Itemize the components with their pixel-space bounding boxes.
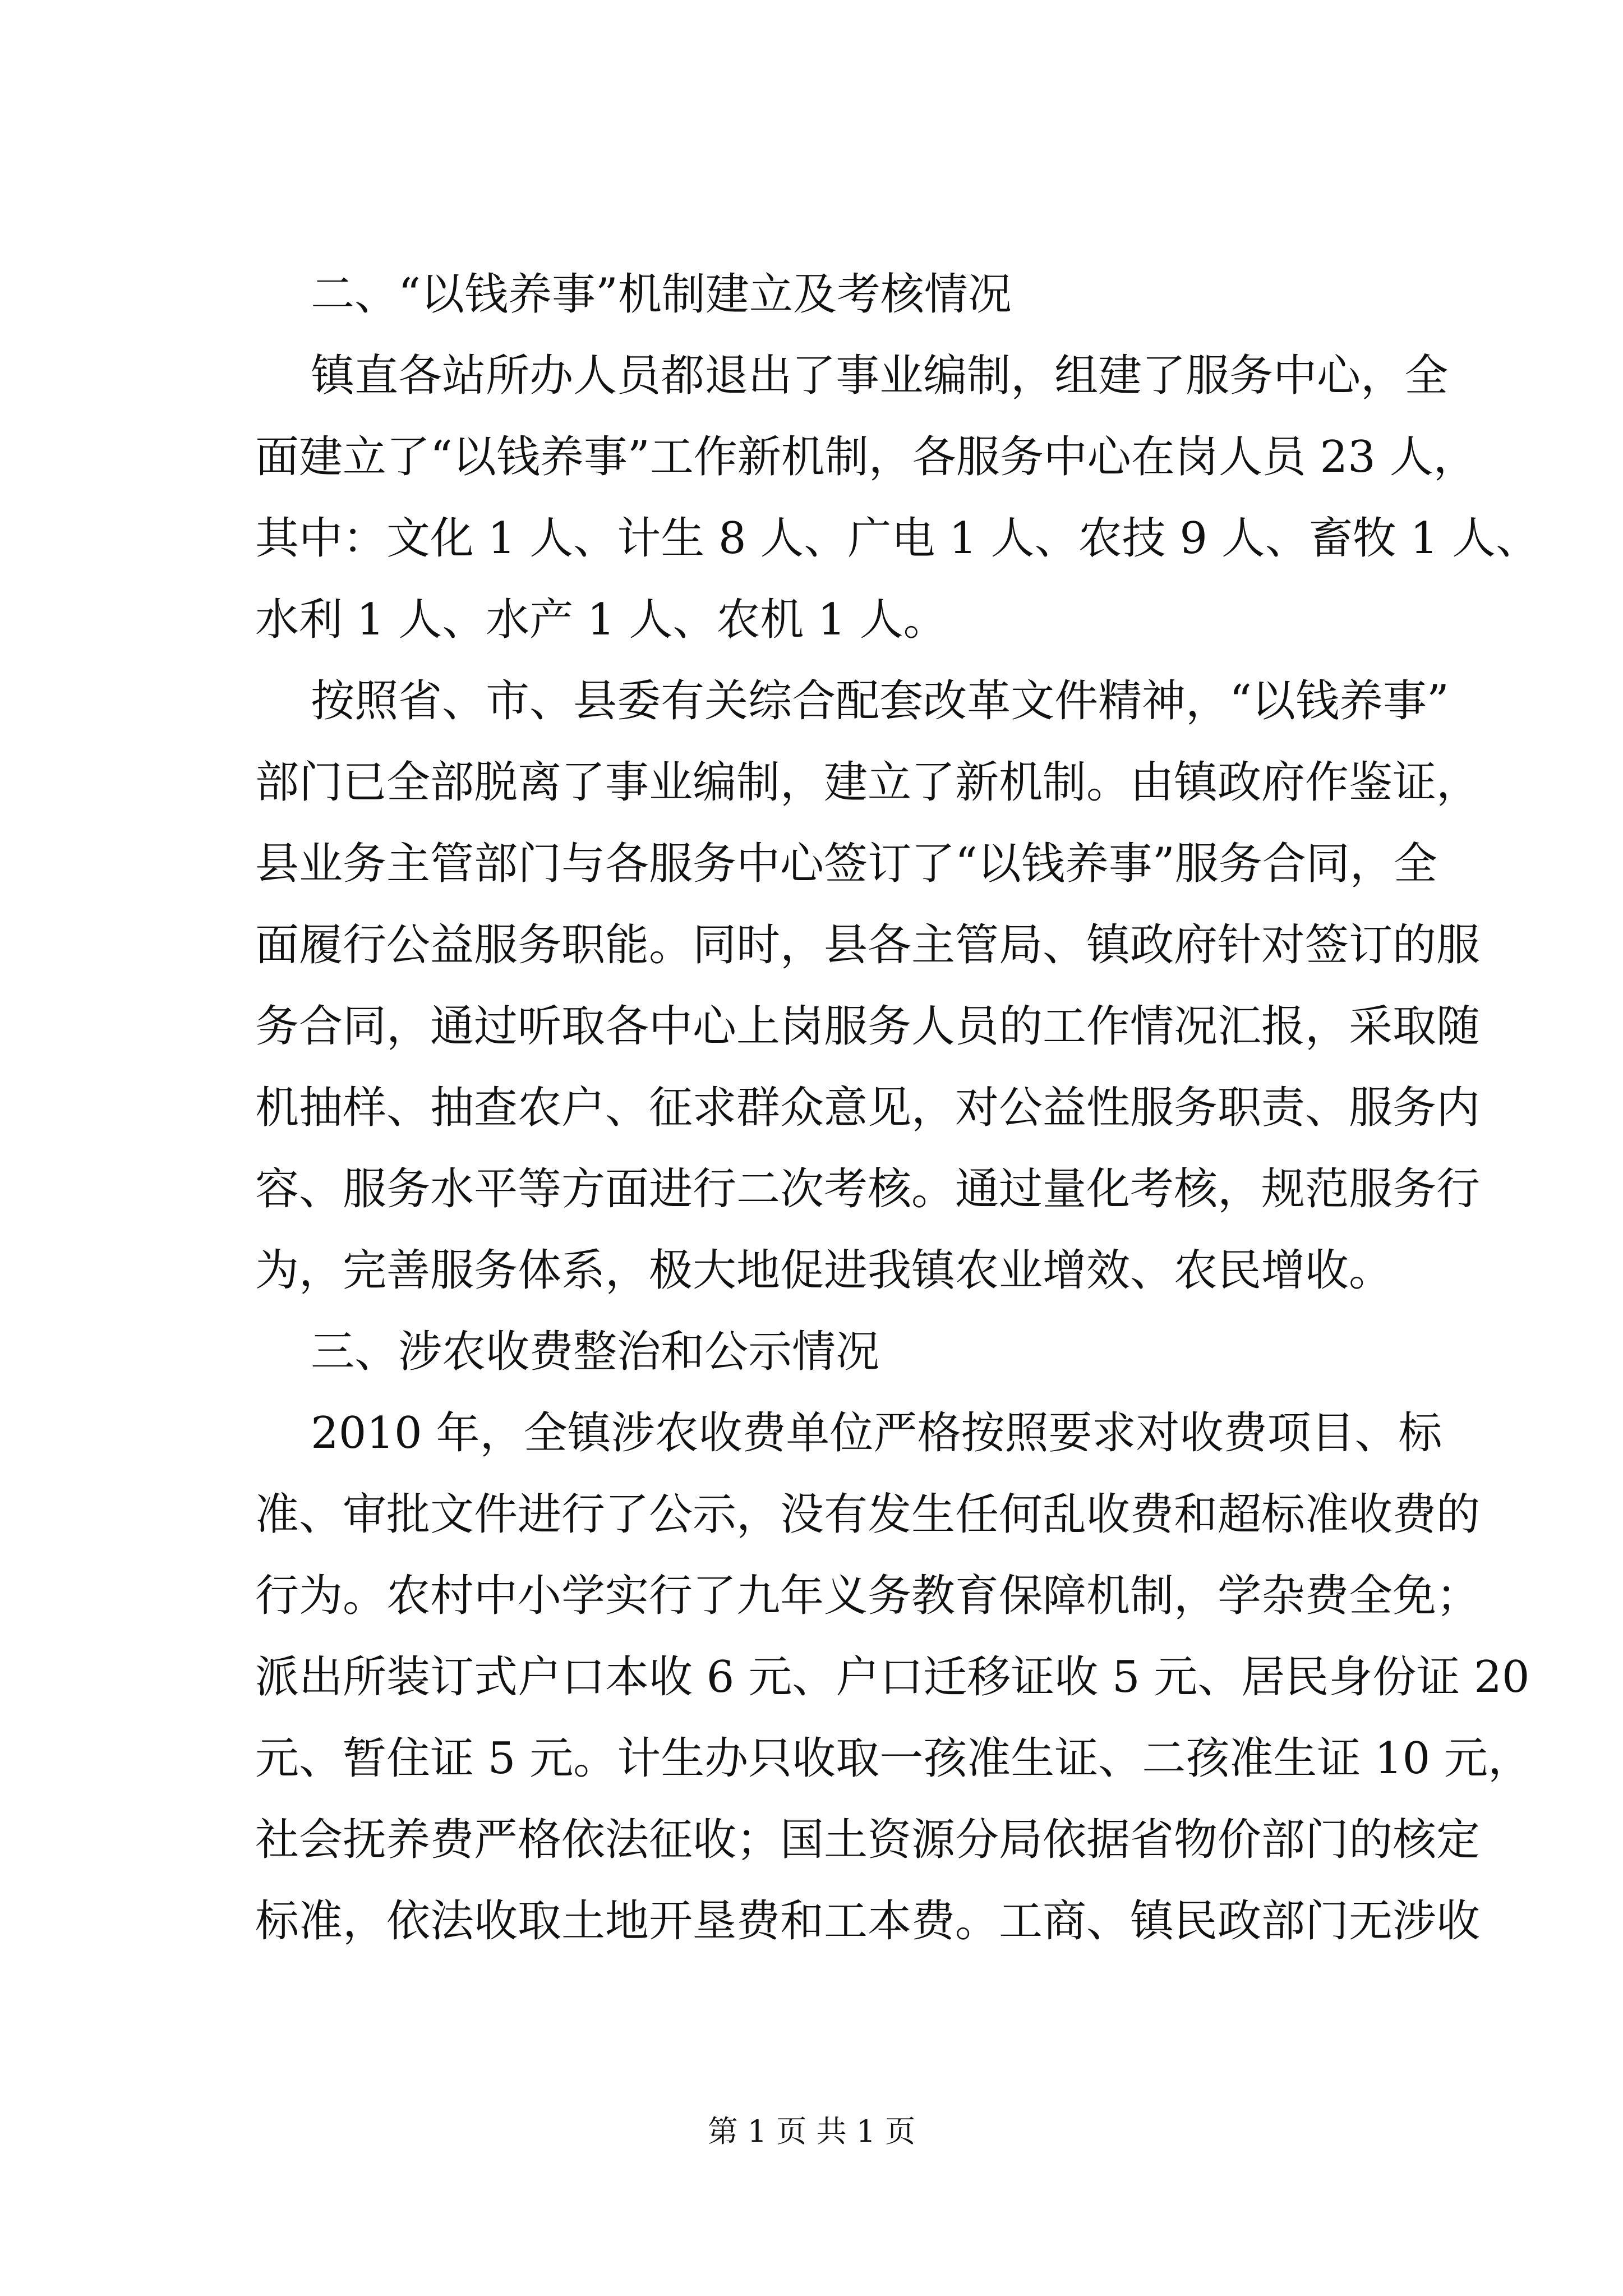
section-heading-2: 二、“以钱养事”机制建立及考核情况: [255, 269, 1012, 320]
paragraph-line: 面建立了“以钱养事”工作新机制，各服务中心在岗人员 23 人，: [255, 432, 1477, 482]
paragraph-line: 为，完善服务体系，极大地促进我镇农业增效、农民增收。: [255, 1245, 1393, 1296]
paragraph-line: 社会抚养费严格依法征收；国土资源分局依据省物价部门的核定: [255, 1815, 1481, 1865]
paragraph-line: 行为。农村中小学实行了九年义务教育保障机制，学杂费全免；: [255, 1571, 1481, 1621]
paragraph-line: 其中：文化 1 人、计生 8 人、广电 1 人、农技 9 人、畜牧 1 人、: [255, 513, 1540, 564]
paragraph-line: 面履行公益服务职能。同时，县各主管局、镇政府针对签订的服: [255, 920, 1481, 970]
paragraph-line: 元、暂住证 5 元。计生办只收取一孩准生证、二孩准生证 10 元，: [255, 1733, 1532, 1784]
paragraph-line: 派出所装订式户口本收 6 元、户口迁移证收 5 元、居民身份证 20: [255, 1652, 1530, 1703]
paragraph-line: 县业务主管部门与各服务中心签订了“以钱养事”服务合同，全: [255, 839, 1437, 889]
paragraph-line: 务合同，通过听取各中心上岗服务人员的工作情况汇报，采取随: [255, 1001, 1481, 1052]
paragraph-line: 部门已全部脱离了事业编制，建立了新机制。由镇政府作鉴证，: [255, 757, 1481, 808]
paragraph-line: 准、审批文件进行了公示，没有发生任何乱收费和超标准收费的: [255, 1489, 1481, 1540]
paragraph-line: 机抽样、抽查农户、征求群众意见，对公益性服务职责、服务内: [255, 1083, 1481, 1133]
paragraph-line: 标准，依法收取土地开垦费和工本费。工商、镇民政部门无涉收: [255, 1896, 1481, 1947]
page-footer: 第 1 页 共 1 页: [707, 2114, 916, 2149]
paragraph-line: 容、服务水平等方面进行二次考核。通过量化考核，规范服务行: [255, 1164, 1481, 1214]
paragraph-line: 镇直各站所办人员都退出了事业编制，组建了服务中心，全: [255, 351, 1449, 401]
paragraph-line: 按照省、市、县委有关综合配套改革文件精神，“以钱养事”: [255, 676, 1449, 726]
section-heading-3: 三、涉农收费整治和公示情况: [255, 1327, 880, 1377]
paragraph-line: 水利 1 人、水产 1 人、农机 1 人。: [255, 595, 947, 645]
paragraph-line: 2010 年，全镇涉农收费单位严格按照要求对收费项目、标: [255, 1408, 1442, 1458]
